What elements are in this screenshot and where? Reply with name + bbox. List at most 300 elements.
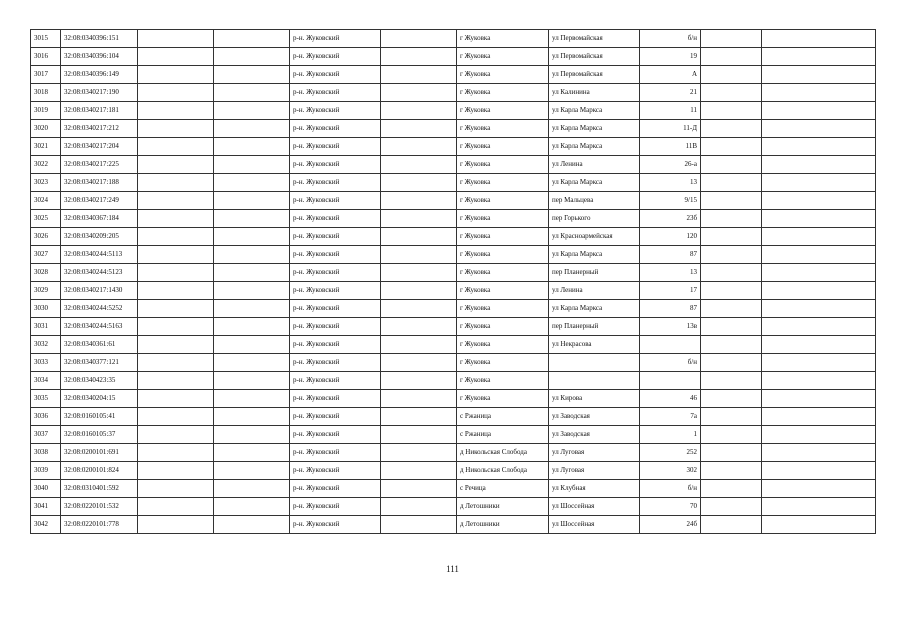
cell-empty-col-c bbox=[381, 138, 457, 156]
cell-house-number: 1 bbox=[640, 426, 701, 444]
cell-district: р-н. Жуковский bbox=[290, 498, 381, 516]
cell-empty-col-c bbox=[381, 390, 457, 408]
cell-empty-col-b bbox=[214, 372, 290, 390]
cell-street: ул Красноармейская bbox=[549, 228, 640, 246]
cell-empty-col-e bbox=[762, 246, 876, 264]
cell-empty-col-c bbox=[381, 120, 457, 138]
cell-street: ул Шоссейная bbox=[549, 498, 640, 516]
cell-empty-col-a bbox=[138, 264, 214, 282]
cell-empty-col-a bbox=[138, 462, 214, 480]
cell-empty-col-d bbox=[701, 174, 762, 192]
cell-row-number: 3024 bbox=[31, 192, 61, 210]
table-row bbox=[31, 300, 876, 318]
cell-cadastral-number: 32:08:0340396:149 bbox=[61, 66, 138, 84]
cell-empty-col-b bbox=[214, 192, 290, 210]
cell-street: ул Первомайская bbox=[549, 66, 640, 84]
cell-house-number: 9/15 bbox=[640, 192, 701, 210]
cell-house-number: 23б bbox=[640, 210, 701, 228]
cell-street: ул Ленина bbox=[549, 156, 640, 174]
cell-empty-col-e bbox=[762, 120, 876, 138]
cell-empty-col-d bbox=[701, 264, 762, 282]
cell-empty-col-a bbox=[138, 66, 214, 84]
cell-house-number: 21 bbox=[640, 84, 701, 102]
cell-cadastral-number: 32:08:0340217:225 bbox=[61, 156, 138, 174]
cell-empty-col-d bbox=[701, 120, 762, 138]
cell-empty-col-d bbox=[701, 66, 762, 84]
cell-empty-col-c bbox=[381, 480, 457, 498]
cell-district: р-н. Жуковский bbox=[290, 228, 381, 246]
cell-locality: г Жуковка bbox=[457, 210, 549, 228]
table-row bbox=[31, 390, 876, 408]
cell-row-number: 3022 bbox=[31, 156, 61, 174]
cell-empty-col-c bbox=[381, 264, 457, 282]
cell-empty-col-e bbox=[762, 102, 876, 120]
cell-cadastral-number: 32:08:0340244:5113 bbox=[61, 246, 138, 264]
cell-house-number: 11В bbox=[640, 138, 701, 156]
cell-empty-col-b bbox=[214, 30, 290, 48]
cell-empty-col-c bbox=[381, 246, 457, 264]
cell-locality: г Жуковка bbox=[457, 264, 549, 282]
cell-district: р-н. Жуковский bbox=[290, 156, 381, 174]
cell-house-number: 13 bbox=[640, 174, 701, 192]
cell-empty-col-c bbox=[381, 498, 457, 516]
cell-row-number: 3031 bbox=[31, 318, 61, 336]
table-row bbox=[31, 30, 876, 48]
cell-empty-col-e bbox=[762, 516, 876, 534]
cell-empty-col-b bbox=[214, 282, 290, 300]
table-row bbox=[31, 426, 876, 444]
cell-row-number: 3036 bbox=[31, 408, 61, 426]
cell-empty-col-b bbox=[214, 300, 290, 318]
cell-empty-col-a bbox=[138, 156, 214, 174]
cell-empty-col-e bbox=[762, 444, 876, 462]
cell-empty-col-e bbox=[762, 282, 876, 300]
cell-empty-col-e bbox=[762, 300, 876, 318]
cell-locality: г Жуковка bbox=[457, 390, 549, 408]
cell-district: р-н. Жуковский bbox=[290, 120, 381, 138]
cell-district: р-н. Жуковский bbox=[290, 84, 381, 102]
table-row bbox=[31, 66, 876, 84]
cell-row-number: 3037 bbox=[31, 426, 61, 444]
table-body bbox=[31, 30, 876, 534]
cell-empty-col-b bbox=[214, 102, 290, 120]
cell-empty-col-a bbox=[138, 138, 214, 156]
cell-empty-col-b bbox=[214, 156, 290, 174]
cell-house-number: 46 bbox=[640, 390, 701, 408]
cell-district: р-н. Жуковский bbox=[290, 102, 381, 120]
cell-cadastral-number: 32:08:0340244:5123 bbox=[61, 264, 138, 282]
cell-cadastral-number: 32:08:0160105:41 bbox=[61, 408, 138, 426]
cell-cadastral-number: 32:08:0340217:1430 bbox=[61, 282, 138, 300]
cell-district: р-н. Жуковский bbox=[290, 390, 381, 408]
cell-row-number: 3021 bbox=[31, 138, 61, 156]
table-row bbox=[31, 246, 876, 264]
cell-cadastral-number: 32:08:0340244:5252 bbox=[61, 300, 138, 318]
table-row bbox=[31, 210, 876, 228]
cell-locality: г Жуковка bbox=[457, 318, 549, 336]
cell-row-number: 3019 bbox=[31, 102, 61, 120]
cell-empty-col-e bbox=[762, 354, 876, 372]
cell-district: р-н. Жуковский bbox=[290, 174, 381, 192]
cell-empty-col-b bbox=[214, 48, 290, 66]
cell-locality: г Жуковка bbox=[457, 120, 549, 138]
cell-cadastral-number: 32:08:0340217:249 bbox=[61, 192, 138, 210]
cell-locality: с Ржаница bbox=[457, 408, 549, 426]
cell-empty-col-e bbox=[762, 84, 876, 102]
cell-empty-col-e bbox=[762, 192, 876, 210]
cell-street: пер Горького bbox=[549, 210, 640, 228]
cell-house-number: 87 bbox=[640, 300, 701, 318]
cell-empty-col-b bbox=[214, 444, 290, 462]
cell-empty-col-e bbox=[762, 426, 876, 444]
cell-row-number: 3032 bbox=[31, 336, 61, 354]
table-row bbox=[31, 336, 876, 354]
cell-empty-col-e bbox=[762, 138, 876, 156]
cell-locality: г Жуковка bbox=[457, 282, 549, 300]
cell-cadastral-number: 32:08:0220101:778 bbox=[61, 516, 138, 534]
cell-cadastral-number: 32:08:0340377:121 bbox=[61, 354, 138, 372]
cell-district: р-н. Жуковский bbox=[290, 462, 381, 480]
cell-house-number: б/н bbox=[640, 480, 701, 498]
cell-empty-col-c bbox=[381, 228, 457, 246]
cell-street: ул Луговая bbox=[549, 444, 640, 462]
cell-cadastral-number: 32:08:0160105:37 bbox=[61, 426, 138, 444]
cell-district: р-н. Жуковский bbox=[290, 282, 381, 300]
cell-empty-col-d bbox=[701, 498, 762, 516]
table-row bbox=[31, 444, 876, 462]
cell-row-number: 3023 bbox=[31, 174, 61, 192]
table-row bbox=[31, 264, 876, 282]
cell-locality: с Ржаница bbox=[457, 426, 549, 444]
cell-empty-col-a bbox=[138, 444, 214, 462]
cell-empty-col-d bbox=[701, 516, 762, 534]
cell-empty-col-c bbox=[381, 156, 457, 174]
cell-locality: д Никольская Слобода bbox=[457, 462, 549, 480]
cell-district: р-н. Жуковский bbox=[290, 30, 381, 48]
cell-cadastral-number: 32:08:0340217:190 bbox=[61, 84, 138, 102]
cell-district: р-н. Жуковский bbox=[290, 138, 381, 156]
cell-house-number: 11 bbox=[640, 102, 701, 120]
cell-empty-col-a bbox=[138, 84, 214, 102]
cell-empty-col-a bbox=[138, 318, 214, 336]
cell-district: р-н. Жуковский bbox=[290, 354, 381, 372]
cell-empty-col-c bbox=[381, 336, 457, 354]
cell-district: р-н. Жуковский bbox=[290, 408, 381, 426]
cell-street: пер Мальцева bbox=[549, 192, 640, 210]
cell-street: ул Первомайская bbox=[549, 48, 640, 66]
cell-row-number: 3025 bbox=[31, 210, 61, 228]
cell-empty-col-b bbox=[214, 516, 290, 534]
cell-empty-col-a bbox=[138, 354, 214, 372]
cell-empty-col-e bbox=[762, 480, 876, 498]
cell-house-number: 7а bbox=[640, 408, 701, 426]
cell-district: р-н. Жуковский bbox=[290, 48, 381, 66]
cell-house-number bbox=[640, 336, 701, 354]
cell-empty-col-d bbox=[701, 444, 762, 462]
cell-locality: г Жуковка bbox=[457, 66, 549, 84]
page-number: 111 bbox=[446, 564, 459, 574]
table-row bbox=[31, 462, 876, 480]
cell-empty-col-d bbox=[701, 462, 762, 480]
table-row bbox=[31, 192, 876, 210]
cell-cadastral-number: 32:08:0200101:824 bbox=[61, 462, 138, 480]
cell-street: ул Кирова bbox=[549, 390, 640, 408]
cell-row-number: 3018 bbox=[31, 84, 61, 102]
cell-empty-col-e bbox=[762, 30, 876, 48]
cell-empty-col-d bbox=[701, 156, 762, 174]
cell-street: ул Карла Маркса bbox=[549, 120, 640, 138]
table-row bbox=[31, 120, 876, 138]
cell-cadastral-number: 32:08:0310401:592 bbox=[61, 480, 138, 498]
cell-empty-col-a bbox=[138, 192, 214, 210]
cell-row-number: 3042 bbox=[31, 516, 61, 534]
table-row bbox=[31, 498, 876, 516]
cell-empty-col-c bbox=[381, 444, 457, 462]
cell-row-number: 3026 bbox=[31, 228, 61, 246]
cell-empty-col-b bbox=[214, 210, 290, 228]
cell-empty-col-a bbox=[138, 516, 214, 534]
cell-house-number: 70 bbox=[640, 498, 701, 516]
cell-empty-col-a bbox=[138, 336, 214, 354]
cell-empty-col-c bbox=[381, 84, 457, 102]
cell-house-number: А bbox=[640, 66, 701, 84]
cell-cadastral-number: 32:08:0340396:104 bbox=[61, 48, 138, 66]
cell-empty-col-a bbox=[138, 498, 214, 516]
cell-street: ул Карла Маркса bbox=[549, 300, 640, 318]
cell-empty-col-a bbox=[138, 300, 214, 318]
cell-empty-col-e bbox=[762, 318, 876, 336]
cell-empty-col-a bbox=[138, 30, 214, 48]
cell-district: р-н. Жуковский bbox=[290, 246, 381, 264]
cell-district: р-н. Жуковский bbox=[290, 444, 381, 462]
table-row bbox=[31, 318, 876, 336]
cell-street: пер Планерный bbox=[549, 264, 640, 282]
cell-empty-col-d bbox=[701, 390, 762, 408]
cell-cadastral-number: 32:08:0340367:184 bbox=[61, 210, 138, 228]
cell-empty-col-c bbox=[381, 462, 457, 480]
cell-row-number: 3033 bbox=[31, 354, 61, 372]
cell-empty-col-c bbox=[381, 210, 457, 228]
cell-district: р-н. Жуковский bbox=[290, 516, 381, 534]
cell-empty-col-b bbox=[214, 84, 290, 102]
cell-empty-col-d bbox=[701, 48, 762, 66]
cell-empty-col-b bbox=[214, 318, 290, 336]
cell-empty-col-a bbox=[138, 408, 214, 426]
table-row bbox=[31, 156, 876, 174]
cell-empty-col-e bbox=[762, 48, 876, 66]
cell-cadastral-number: 32:08:0340209:205 bbox=[61, 228, 138, 246]
cell-row-number: 3030 bbox=[31, 300, 61, 318]
cell-house-number: 120 bbox=[640, 228, 701, 246]
cell-empty-col-c bbox=[381, 372, 457, 390]
cell-cadastral-number: 32:08:0340204:15 bbox=[61, 390, 138, 408]
cell-empty-col-d bbox=[701, 282, 762, 300]
cell-house-number: 302 bbox=[640, 462, 701, 480]
cell-cadastral-number: 32:08:0340396:151 bbox=[61, 30, 138, 48]
cell-empty-col-c bbox=[381, 192, 457, 210]
table-row bbox=[31, 282, 876, 300]
cell-street: ул Некрасова bbox=[549, 336, 640, 354]
cell-empty-col-a bbox=[138, 228, 214, 246]
cell-empty-col-c bbox=[381, 408, 457, 426]
cell-row-number: 3027 bbox=[31, 246, 61, 264]
table-row bbox=[31, 84, 876, 102]
cell-empty-col-a bbox=[138, 48, 214, 66]
cell-street: ул Карла Маркса bbox=[549, 174, 640, 192]
cell-district: р-н. Жуковский bbox=[290, 480, 381, 498]
cell-row-number: 3041 bbox=[31, 498, 61, 516]
cell-house-number: 87 bbox=[640, 246, 701, 264]
cell-street bbox=[549, 372, 640, 390]
table-row bbox=[31, 228, 876, 246]
cell-locality: г Жуковка bbox=[457, 156, 549, 174]
cell-cadastral-number: 32:08:0340361:61 bbox=[61, 336, 138, 354]
cell-locality: г Жуковка bbox=[457, 48, 549, 66]
cell-locality: г Жуковка bbox=[457, 228, 549, 246]
cell-empty-col-c bbox=[381, 282, 457, 300]
cell-empty-col-d bbox=[701, 210, 762, 228]
cell-empty-col-c bbox=[381, 516, 457, 534]
cell-empty-col-e bbox=[762, 462, 876, 480]
cell-locality: г Жуковка bbox=[457, 300, 549, 318]
cell-empty-col-e bbox=[762, 498, 876, 516]
cell-empty-col-b bbox=[214, 390, 290, 408]
cell-locality: г Жуковка bbox=[457, 354, 549, 372]
cell-district: р-н. Жуковский bbox=[290, 372, 381, 390]
cell-empty-col-b bbox=[214, 354, 290, 372]
cell-empty-col-c bbox=[381, 30, 457, 48]
cell-empty-col-e bbox=[762, 210, 876, 228]
cell-empty-col-b bbox=[214, 246, 290, 264]
cell-house-number: 13в bbox=[640, 318, 701, 336]
cell-house-number: 26-а bbox=[640, 156, 701, 174]
cell-locality: д Летошники bbox=[457, 498, 549, 516]
cell-locality: д Никольская Слобода bbox=[457, 444, 549, 462]
cell-empty-col-d bbox=[701, 408, 762, 426]
cell-street: ул Карла Маркса bbox=[549, 102, 640, 120]
cell-empty-col-d bbox=[701, 84, 762, 102]
cell-empty-col-a bbox=[138, 174, 214, 192]
cell-row-number: 3039 bbox=[31, 462, 61, 480]
cell-empty-col-d bbox=[701, 300, 762, 318]
table-row bbox=[31, 516, 876, 534]
cell-row-number: 3038 bbox=[31, 444, 61, 462]
cell-cadastral-number: 32:08:0340217:204 bbox=[61, 138, 138, 156]
cell-empty-col-b bbox=[214, 138, 290, 156]
table-row bbox=[31, 138, 876, 156]
cell-district: р-н. Жуковский bbox=[290, 318, 381, 336]
cell-empty-col-e bbox=[762, 372, 876, 390]
cell-empty-col-a bbox=[138, 372, 214, 390]
cell-empty-col-b bbox=[214, 480, 290, 498]
cell-street: ул Первомайская bbox=[549, 30, 640, 48]
cell-row-number: 3020 bbox=[31, 120, 61, 138]
cell-locality: г Жуковка bbox=[457, 102, 549, 120]
cell-street: ул Калинина bbox=[549, 84, 640, 102]
cell-empty-col-e bbox=[762, 264, 876, 282]
cell-empty-col-d bbox=[701, 426, 762, 444]
cell-row-number: 3034 bbox=[31, 372, 61, 390]
cell-empty-col-b bbox=[214, 408, 290, 426]
cell-locality: г Жуковка bbox=[457, 336, 549, 354]
cell-district: р-н. Жуковский bbox=[290, 264, 381, 282]
cell-house-number: 17 bbox=[640, 282, 701, 300]
cell-district: р-н. Жуковский bbox=[290, 192, 381, 210]
cell-row-number: 3035 bbox=[31, 390, 61, 408]
table-row bbox=[31, 480, 876, 498]
cell-empty-col-b bbox=[214, 462, 290, 480]
cell-locality: с Речица bbox=[457, 480, 549, 498]
cell-empty-col-d bbox=[701, 192, 762, 210]
cell-row-number: 3028 bbox=[31, 264, 61, 282]
cell-house-number: 19 bbox=[640, 48, 701, 66]
cell-locality: г Жуковка bbox=[457, 246, 549, 264]
cell-district: р-н. Жуковский bbox=[290, 210, 381, 228]
cell-empty-col-d bbox=[701, 354, 762, 372]
cell-house-number: 13 bbox=[640, 264, 701, 282]
cell-street bbox=[549, 354, 640, 372]
cell-cadastral-number: 32:08:0220101:532 bbox=[61, 498, 138, 516]
cell-empty-col-a bbox=[138, 390, 214, 408]
cell-row-number: 3016 bbox=[31, 48, 61, 66]
cell-street: ул Клубная bbox=[549, 480, 640, 498]
cell-cadastral-number: 32:08:0340244:5163 bbox=[61, 318, 138, 336]
cell-empty-col-d bbox=[701, 30, 762, 48]
cell-empty-col-a bbox=[138, 282, 214, 300]
cell-house-number: 11-Д bbox=[640, 120, 701, 138]
table-row bbox=[31, 372, 876, 390]
cell-empty-col-b bbox=[214, 174, 290, 192]
cell-locality: г Жуковка bbox=[457, 372, 549, 390]
cell-street: ул Карла Маркса bbox=[549, 246, 640, 264]
table-row bbox=[31, 354, 876, 372]
cell-empty-col-c bbox=[381, 300, 457, 318]
cell-empty-col-b bbox=[214, 66, 290, 84]
cell-empty-col-e bbox=[762, 66, 876, 84]
cell-empty-col-d bbox=[701, 336, 762, 354]
cell-empty-col-e bbox=[762, 228, 876, 246]
cell-empty-col-d bbox=[701, 480, 762, 498]
cell-house-number: б/н bbox=[640, 354, 701, 372]
table-row bbox=[31, 408, 876, 426]
cell-empty-col-d bbox=[701, 102, 762, 120]
cell-empty-col-a bbox=[138, 102, 214, 120]
cell-house-number bbox=[640, 372, 701, 390]
cell-locality: д Летошники bbox=[457, 516, 549, 534]
cell-district: р-н. Жуковский bbox=[290, 300, 381, 318]
cell-cadastral-number: 32:08:0340217:212 bbox=[61, 120, 138, 138]
cell-empty-col-e bbox=[762, 174, 876, 192]
cell-empty-col-c bbox=[381, 354, 457, 372]
cell-row-number: 3040 bbox=[31, 480, 61, 498]
cell-empty-col-d bbox=[701, 246, 762, 264]
cell-empty-col-d bbox=[701, 372, 762, 390]
cell-street: ул Шоссейная bbox=[549, 516, 640, 534]
cell-locality: г Жуковка bbox=[457, 192, 549, 210]
cell-empty-col-d bbox=[701, 228, 762, 246]
cell-empty-col-b bbox=[214, 120, 290, 138]
cell-empty-col-c bbox=[381, 48, 457, 66]
cell-empty-col-c bbox=[381, 318, 457, 336]
cell-street: ул Заводская bbox=[549, 426, 640, 444]
cell-empty-col-b bbox=[214, 426, 290, 444]
cell-empty-col-b bbox=[214, 228, 290, 246]
cell-district: р-н. Жуковский bbox=[290, 426, 381, 444]
cell-empty-col-c bbox=[381, 102, 457, 120]
cell-empty-col-b bbox=[214, 336, 290, 354]
registry-table bbox=[30, 29, 876, 534]
cell-locality: г Жуковка bbox=[457, 30, 549, 48]
